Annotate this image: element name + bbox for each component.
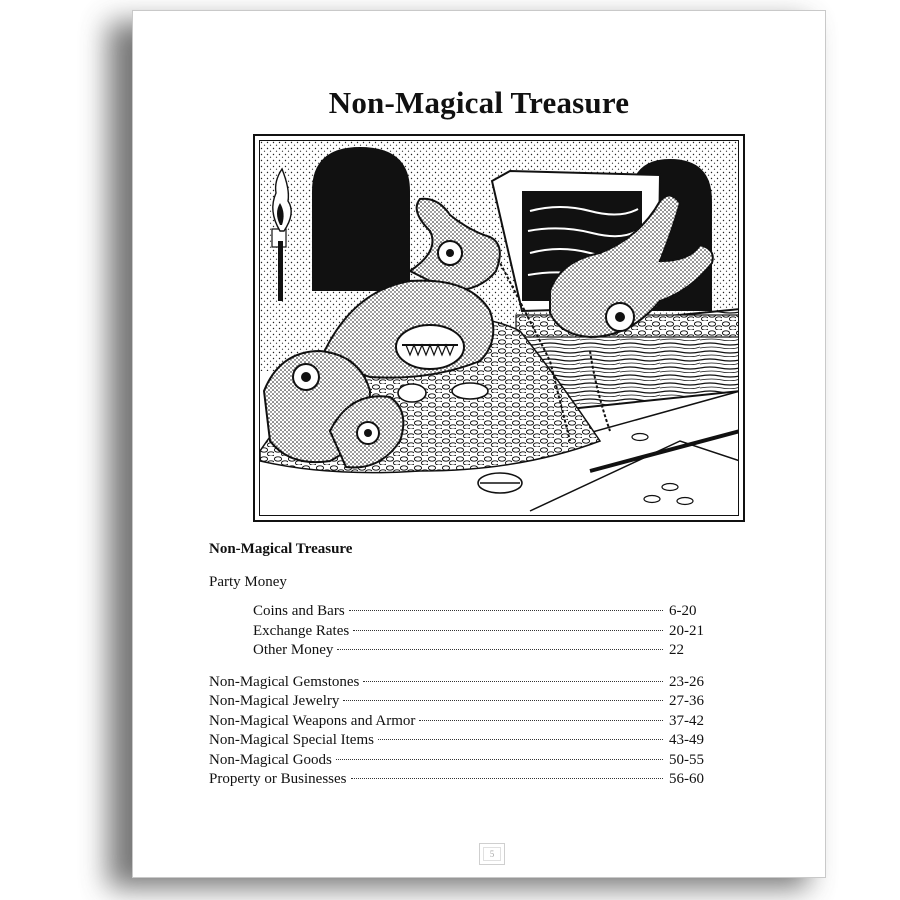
treasure-hoard-illustration-icon [259,140,739,516]
toc-entry-pages: 23-26 [669,673,704,690]
toc-entry-coins-and-bars[interactable] [209,603,721,623]
toc-leader [343,700,663,701]
toc-leader [336,759,663,760]
toc-entry-pages: 22 [669,642,684,658]
toc-entry-label: Non-Magical Weapons and Armor [209,712,416,729]
toc-leader [337,649,663,650]
toc-entry-pages: 6-20 [669,603,697,619]
toc-entry-pages: 43-49 [669,732,704,748]
toc-entry-pages: 27-36 [669,693,704,709]
page-number: 5 [479,843,505,865]
toc-entry-exchange-rates[interactable] [209,623,721,643]
toc-leader [378,739,663,740]
toc-entry-pages: 50-55 [669,751,704,768]
toc-entry-special-items[interactable] [209,732,721,752]
toc-entry-pages: 37-42 [669,712,704,729]
toc-leader [419,720,663,721]
toc-entry-label: Non-Magical Special Items [209,732,374,748]
toc-subheading: Party Money [209,574,287,590]
page-title: Non-Magical Treasure [328,85,630,120]
toc-entry-property-or-businesses[interactable] [209,771,721,791]
toc-entry-label: Exchange Rates [253,622,350,639]
toc-entry-pages: 56-60 [669,771,704,787]
toc-leader [349,610,663,611]
toc-entry-weapons-and-armor[interactable] [209,713,721,733]
toc-entry-goods[interactable] [209,752,721,772]
toc-entry-gemstones[interactable] [209,674,721,694]
toc-spacer [209,662,721,674]
toc-heading: Non-Magical Treasure [209,541,353,557]
toc-leader [363,681,663,682]
table-of-contents [209,541,721,791]
toc-leader [353,630,663,631]
toc-entry-label: Other Money [253,642,334,658]
document-page [132,10,826,878]
toc-leader [351,778,664,779]
toc-entry-label: Property or Businesses [209,771,347,787]
illustration-frame [253,134,745,522]
toc-entry-jewelry[interactable] [209,693,721,713]
toc-entry-pages: 20-21 [669,622,704,639]
toc-entry-label: Non-Magical Gemstones [209,673,360,690]
toc-entry-label: Non-Magical Goods [209,751,332,768]
toc-entry-label: Coins and Bars [253,603,345,619]
toc-entry-other-money[interactable] [209,642,721,662]
toc-entry-label: Non-Magical Jewelry [209,693,340,709]
